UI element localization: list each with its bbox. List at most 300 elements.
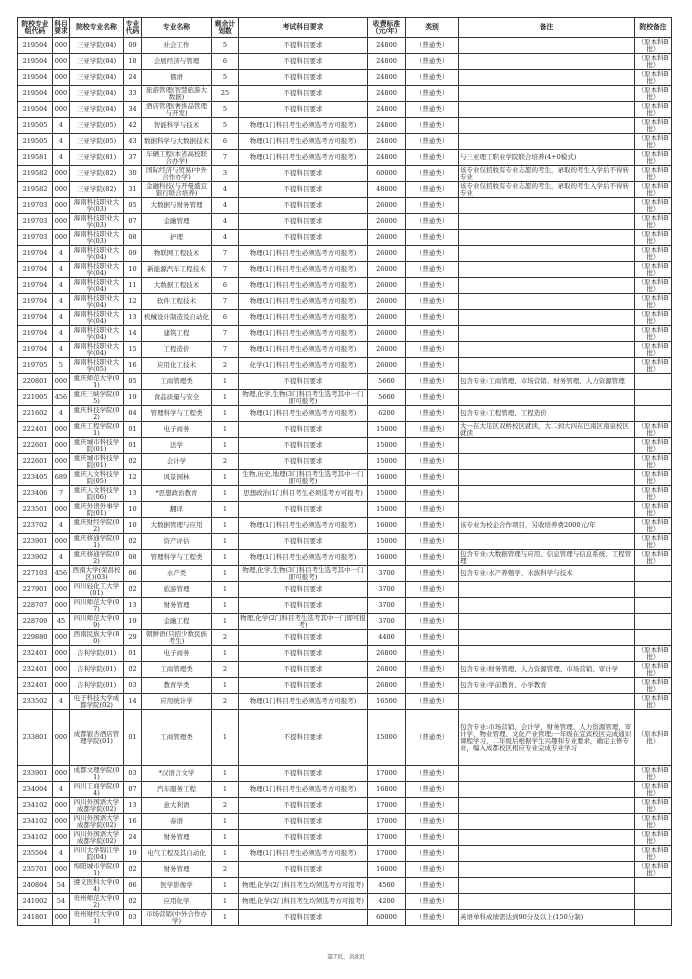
school-name: 海南科技职业大学(05): [70, 358, 124, 374]
exam-requirement: 物理(1门科目考生必须选考方可报考): [239, 310, 368, 326]
school-notes: （原本科B批）: [635, 86, 672, 102]
category: （普通类）: [406, 134, 459, 150]
school-name: 重庆三峡学院(05): [70, 390, 124, 406]
group-code: 234102: [18, 798, 53, 814]
group-code: 223501: [18, 502, 53, 518]
tuition: 26000: [368, 278, 406, 294]
school-notes: （原本科B批）: [635, 230, 672, 246]
exam-requirement: 化学(1门科目考生必须选考方可报考): [239, 358, 368, 374]
exam-requirement: 不提科目要求: [239, 798, 368, 814]
category: （普通类）: [406, 438, 459, 454]
table-row: [18, 646, 672, 662]
table-row: [18, 502, 672, 518]
major-name: 泰语: [142, 814, 212, 830]
exam-requirement: 不提科目要求: [239, 910, 368, 926]
notes: [459, 646, 635, 662]
school-name: 海南科技职业大学(04): [70, 294, 124, 310]
subject-req-code: 000: [53, 830, 70, 846]
table-row: [18, 118, 672, 134]
major-code: 13: [124, 310, 142, 326]
subject-req-code-header: 科目要求: [53, 18, 70, 38]
notes: [459, 486, 635, 502]
tuition: 16000: [368, 470, 406, 486]
exam-requirement: 不提科目要求: [239, 422, 368, 438]
subject-req-code: 000: [53, 230, 70, 246]
group-code: 221005: [18, 390, 53, 406]
exam-requirement: 不提科目要求: [239, 710, 368, 766]
table-row: [18, 182, 672, 198]
tuition: 4200: [368, 894, 406, 910]
table-row: [18, 766, 672, 782]
remaining-plan: 1: [212, 814, 239, 830]
exam-requirement: 不提科目要求: [239, 86, 368, 102]
school-notes: （原本科B批）: [635, 310, 672, 326]
tuition: 16000: [368, 518, 406, 534]
school-notes: （原本科B批）: [635, 38, 672, 54]
category: （普通类）: [406, 230, 459, 246]
notes: [459, 134, 635, 150]
group-code: 235504: [18, 846, 53, 862]
category: （普通类）: [406, 118, 459, 134]
school-notes: （原本科B批）: [635, 118, 672, 134]
major-name: 电子商务: [142, 422, 212, 438]
group-code: 234102: [18, 814, 53, 830]
tuition: 26000: [368, 358, 406, 374]
table-row: [18, 310, 672, 326]
major-code: 02: [124, 582, 142, 598]
school-name: 吉利学院(01): [70, 662, 124, 678]
table-row: [18, 470, 672, 486]
school-notes: （原本科B批）: [635, 134, 672, 150]
exam-requirement: 不提科目要求: [239, 102, 368, 118]
category: （普通类）: [406, 766, 459, 782]
major-name: 旅游管理: [142, 582, 212, 598]
remaining-plan: 1: [212, 486, 239, 502]
notes: [459, 198, 635, 214]
notes-header: 备注: [459, 18, 635, 38]
tuition-header: 收费标准（元/年）: [368, 18, 406, 38]
remaining-plan: 1: [212, 710, 239, 766]
group-code: 241002: [18, 894, 53, 910]
exam-requirement: 不提科目要求: [239, 166, 368, 182]
exam-requirement: 不提科目要求: [239, 374, 368, 390]
remaining-plan: 1: [212, 910, 239, 926]
group-code: 222601: [18, 454, 53, 470]
major-name: 汽车服务工程: [142, 782, 212, 798]
exam-requirement: 物理(1门科目考生必须选考方可报考): [239, 278, 368, 294]
major-name: 护理: [142, 230, 212, 246]
exam-requirement: 不提科目要求: [239, 438, 368, 454]
category: （普通类）: [406, 518, 459, 534]
category: （普通类）: [406, 406, 459, 422]
category: （普通类）: [406, 198, 459, 214]
major-code: 01: [124, 438, 142, 454]
group-code: 234102: [18, 830, 53, 846]
subject-req-code: 000: [53, 630, 70, 646]
group-code: 233901: [18, 766, 53, 782]
category: （普通类）: [406, 246, 459, 262]
major-name: 物联网工程技术: [142, 246, 212, 262]
group-code: 223406: [18, 486, 53, 502]
notes: 包含专业:水产养殖学、水族科学与技术: [459, 566, 635, 582]
group-code: 219504: [18, 54, 53, 70]
remaining-plan: 5: [212, 38, 239, 54]
exam-requirement: 不提科目要求: [239, 534, 368, 550]
remaining-plan: 6: [212, 54, 239, 70]
remaining-plan: 1: [212, 438, 239, 454]
major-code: 33: [124, 86, 142, 102]
table-row: [18, 894, 672, 910]
notes: [459, 390, 635, 406]
notes: 大一在大足区双桥校区就读，大二到大四在巴南区南泉校区就读: [459, 422, 635, 438]
school-name: 遵义医科大学(04): [70, 878, 124, 894]
table-row: [18, 710, 672, 766]
major-code: 09: [124, 246, 142, 262]
subject-req-code: 000: [53, 70, 70, 86]
tuition: 17000: [368, 798, 406, 814]
major-name: 管理科学与工程类: [142, 550, 212, 566]
notes: [459, 878, 635, 894]
group-code: 223902: [18, 550, 53, 566]
major-code: 19: [124, 390, 142, 406]
major-code: 03: [124, 678, 142, 694]
major-name: 金融工程: [142, 614, 212, 630]
table-row: [18, 694, 672, 710]
remaining-plan-header: 剩余计划数: [212, 18, 239, 38]
remaining-plan: 1: [212, 374, 239, 390]
school-name: 海南科技职业大学(03): [70, 230, 124, 246]
tuition: 3700: [368, 566, 406, 582]
tuition: 26000: [368, 198, 406, 214]
notes: [459, 118, 635, 134]
subject-req-code: 4: [53, 262, 70, 278]
school-notes: [635, 582, 672, 598]
subject-req-code: 4: [53, 694, 70, 710]
school-name: 三亚学院(04): [70, 70, 124, 86]
major-name: 朝鲜语(只招少数民族考生): [142, 630, 212, 646]
subject-req-code: 000: [53, 582, 70, 598]
school-notes: （原本科B批）: [635, 54, 672, 70]
table-row: [18, 566, 672, 582]
category: （普通类）: [406, 678, 459, 694]
school-notes: [635, 630, 672, 646]
group-code: 219703: [18, 230, 53, 246]
table-row: [18, 614, 672, 630]
table-row: [18, 70, 672, 86]
remaining-plan: 1: [212, 550, 239, 566]
tuition: 26800: [368, 662, 406, 678]
remaining-plan: 1: [212, 830, 239, 846]
major-code: 13: [124, 486, 142, 502]
notes: [459, 342, 635, 358]
school-notes: [635, 894, 672, 910]
subject-req-code: 4: [53, 246, 70, 262]
major-name: 电气工程及其自动化: [142, 846, 212, 862]
tuition: 16000: [368, 550, 406, 566]
school-name: 三亚学院(04): [70, 38, 124, 54]
school-notes: （原本科B批）: [635, 342, 672, 358]
category: （普通类）: [406, 38, 459, 54]
remaining-plan: 1: [212, 534, 239, 550]
school-notes: （原本科B批）: [635, 454, 672, 470]
school-name: 三亚学院(04): [70, 86, 124, 102]
notes: 该专业仅招收有专业志愿的考生，录取的考生入学后不得转专业: [459, 182, 635, 198]
remaining-plan: 7: [212, 342, 239, 358]
major-name: 水产类: [142, 566, 212, 582]
exam-requirement: 不提科目要求: [239, 814, 368, 830]
group-code: 228707: [18, 598, 53, 614]
exam-requirement: 不提科目要求: [239, 766, 368, 782]
table-row: [18, 534, 672, 550]
exam-requirement: 物理(1门科目考生必须选考方可报考): [239, 262, 368, 278]
remaining-plan: 1: [212, 582, 239, 598]
notes: [459, 766, 635, 782]
group-code-header: 院校专业组代码: [18, 18, 53, 38]
school-notes: （原本科B批）: [635, 830, 672, 846]
subject-req-code: 000: [53, 710, 70, 766]
school-name: 三亚学院(82): [70, 182, 124, 198]
major-name: 翻译: [142, 502, 212, 518]
tuition: 24800: [368, 86, 406, 102]
admission-plan-table: [17, 17, 672, 926]
major-code: 30: [124, 166, 142, 182]
tuition: 26000: [368, 342, 406, 358]
category: （普通类）: [406, 150, 459, 166]
exam-requirement: 不提科目要求: [239, 214, 368, 230]
major-code: 04: [124, 406, 142, 422]
category: （普通类）: [406, 70, 459, 86]
table-row: [18, 406, 672, 422]
table-row: [18, 830, 672, 846]
notes: [459, 246, 635, 262]
category: （普通类）: [406, 358, 459, 374]
notes: [459, 230, 635, 246]
group-code: 219704: [18, 342, 53, 358]
tuition: 60000: [368, 166, 406, 182]
major-code: 06: [124, 566, 142, 582]
subject-req-code: 4: [53, 134, 70, 150]
subject-req-code: 000: [53, 38, 70, 54]
school-name: 重庆移通学院(02): [70, 550, 124, 566]
page-footer: 第7页，共8页: [327, 954, 365, 961]
exam-requirement: 物理(1门科目考生必须选考方可报考): [239, 406, 368, 422]
remaining-plan: 1: [212, 406, 239, 422]
group-code: 220801: [18, 374, 53, 390]
subject-req-code: 4: [53, 310, 70, 326]
school-notes: （原本科B批）: [635, 518, 672, 534]
exam-requirement: 不提科目要求: [239, 182, 368, 198]
notes: [459, 862, 635, 878]
exam-requirement: 不提科目要求: [239, 662, 368, 678]
major-code: 11: [124, 278, 142, 294]
table-row: [18, 150, 672, 166]
table-row: [18, 846, 672, 862]
school-name: 重庆师范大学(01): [70, 374, 124, 390]
school-name-header: 院校专业名称: [70, 18, 124, 38]
tuition: 15000: [368, 486, 406, 502]
school-notes: （原本科B批）: [635, 166, 672, 182]
major-code: 07: [124, 214, 142, 230]
table-row: [18, 662, 672, 678]
exam-requirement: 物理,化学(2门科目考生均须选考方可报考): [239, 894, 368, 910]
group-code: 229880: [18, 630, 53, 646]
school-name: 吉利学院(01): [70, 646, 124, 662]
school-name: 贵州财经大学(01): [70, 910, 124, 926]
notes: [459, 846, 635, 862]
school-name: 海南科技职业大学(04): [70, 310, 124, 326]
school-name: 海南科技职业大学(04): [70, 342, 124, 358]
school-notes: （原本科B批）: [635, 182, 672, 198]
table-row: [18, 630, 672, 646]
exam-requirement: 物理,化学(2门科目考生选考其中一门即可报考): [240, 613, 366, 629]
category: （普通类）: [406, 694, 459, 710]
school-name: 重庆财经学院(02): [70, 518, 124, 534]
notes: 包含专业:工商管理、市场营销、财务管理、人力资源管理: [459, 374, 635, 390]
table-row: [18, 230, 672, 246]
exam-requirement: 物理(1门科目考生必须选考方可报考): [239, 518, 368, 534]
subject-req-code: 4: [53, 294, 70, 310]
table-row: [18, 798, 672, 814]
major-name: 工商管理类: [142, 710, 212, 766]
notes: 包含专业:学前教育、小学教育: [459, 678, 635, 694]
major-name: 会展经济与管理: [142, 54, 212, 70]
subject-req-code: 000: [53, 198, 70, 214]
major-name: 会计学: [142, 454, 212, 470]
school-name: 吉利学院(01): [70, 678, 124, 694]
remaining-plan: 1: [212, 390, 239, 406]
table-row: [18, 678, 672, 694]
exam-requirement: 物理,化学,生物(3门科目考生选考其中一门即可报考): [239, 566, 368, 582]
major-code: 18: [124, 54, 142, 70]
exam-requirement: 物理(1门科目考生必须选考方可报考): [239, 846, 368, 862]
exam-requirement: 物理,化学(2门科目考生均须选考方可报考): [239, 878, 368, 894]
category: （普通类）: [406, 782, 459, 798]
major-name: 智能科学与技术: [142, 118, 212, 134]
major-name: 财务管理: [142, 598, 212, 614]
category: （普通类）: [406, 326, 459, 342]
notes: [459, 470, 635, 486]
remaining-plan: 1: [212, 846, 239, 862]
subject-req-code: 689: [53, 470, 70, 486]
tuition: 26000: [368, 294, 406, 310]
subject-req-code: 000: [53, 54, 70, 70]
table-row: [18, 878, 672, 894]
subject-req-code: 000: [53, 102, 70, 118]
major-code: 19: [124, 614, 142, 630]
notes: [459, 54, 635, 70]
school-name: 重庆人文科技学院(06): [70, 486, 124, 502]
category: （普通类）: [406, 214, 459, 230]
notes: 包含专业:工程管理、工程造价: [459, 406, 635, 422]
school-notes: [635, 878, 672, 894]
subject-req-code: 000: [53, 214, 70, 230]
remaining-plan: 2: [212, 454, 239, 470]
major-code: 02: [124, 894, 142, 910]
category: （普通类）: [406, 278, 459, 294]
notes: 包含专业:大数据管理与应用、信息管理与信息系统、工程管理: [459, 550, 635, 566]
notes: [459, 438, 635, 454]
school-name: 四川外国语大学成都学院(02): [70, 814, 124, 830]
major-code-header: 专业代码: [124, 18, 142, 38]
major-name: 金融管理: [142, 214, 212, 230]
group-code: 222601: [18, 438, 53, 454]
major-name: 旅游管理(智慧旅游大数据): [142, 86, 212, 102]
major-name: 市场营销(中外合作办学): [142, 910, 212, 926]
category: （普通类）: [406, 262, 459, 278]
major-name: 财务管理: [142, 830, 212, 846]
major-name: 大数据与财务管理: [142, 198, 212, 214]
notes: [459, 830, 635, 846]
tuition: 17000: [368, 814, 406, 830]
subject-req-code: 000: [53, 534, 70, 550]
group-code: 222401: [18, 422, 53, 438]
remaining-plan: 7: [212, 246, 239, 262]
major-name-header: 专业名称: [142, 18, 212, 38]
tuition: 24800: [368, 70, 406, 86]
major-code: 43: [124, 134, 142, 150]
remaining-plan: 1: [212, 598, 239, 614]
group-code: 219581: [18, 150, 53, 166]
major-name: *思想政治教育: [142, 486, 212, 502]
exam-requirement: 物理,化学,生物(3门科目考生选考其中一门即可报考): [239, 390, 368, 406]
school-notes: （原本科B批）: [635, 662, 672, 678]
major-name: 电子商务: [142, 646, 212, 662]
table-row: [18, 598, 672, 614]
school-name: 四川外国语大学成都学院(02): [70, 830, 124, 846]
subject-req-code: 000: [53, 598, 70, 614]
school-name: 重庆城市科技学院(01): [70, 454, 124, 470]
subject-req-code: 000: [53, 646, 70, 662]
school-notes: （原本科B批）: [635, 326, 672, 342]
notes: [459, 102, 635, 118]
tuition: 17000: [368, 766, 406, 782]
remaining-plan: 2: [212, 862, 239, 878]
subject-req-code: 4: [53, 406, 70, 422]
notes: [459, 894, 635, 910]
group-code: 232401: [18, 646, 53, 662]
table-row: [18, 550, 672, 566]
major-name: 车辆工程(本省高校联合办学): [142, 150, 212, 166]
major-name: 机械设计制造及自动化: [142, 310, 212, 326]
tuition: 15000: [368, 422, 406, 438]
subject-req-code: 000: [53, 798, 70, 814]
exam-requirement: 物理(1门科目考生必须选考方可报考): [239, 550, 368, 566]
school-name: 成都文理学院(01): [70, 766, 124, 782]
table-row: [18, 278, 672, 294]
notes: [459, 782, 635, 798]
remaining-plan: 7: [212, 150, 239, 166]
category: （普通类）: [406, 862, 459, 878]
school-notes: （原本科B批）: [635, 246, 672, 262]
notes: [459, 70, 635, 86]
school-notes: （原本科B批）: [635, 486, 672, 502]
school-name: 海南科技职业大学(04): [70, 326, 124, 342]
category: （普通类）: [406, 614, 459, 630]
group-code: 219703: [18, 198, 53, 214]
category: （普通类）: [406, 390, 459, 406]
major-code: 05: [124, 374, 142, 390]
tuition: 15000: [368, 710, 406, 766]
group-code: 228709: [18, 614, 53, 630]
school-notes: （原本科B批）: [635, 422, 672, 438]
subject-req-code: 000: [53, 182, 70, 198]
tuition: 24800: [368, 102, 406, 118]
exam-requirement: 不提科目要求: [239, 598, 368, 614]
subject-req-code: 54: [53, 894, 70, 910]
school-name: 贵州师范大学(02): [70, 894, 124, 910]
group-code: 235701: [18, 862, 53, 878]
major-name: 金融科技(与开曼盛宜银行联合培养): [142, 182, 212, 198]
